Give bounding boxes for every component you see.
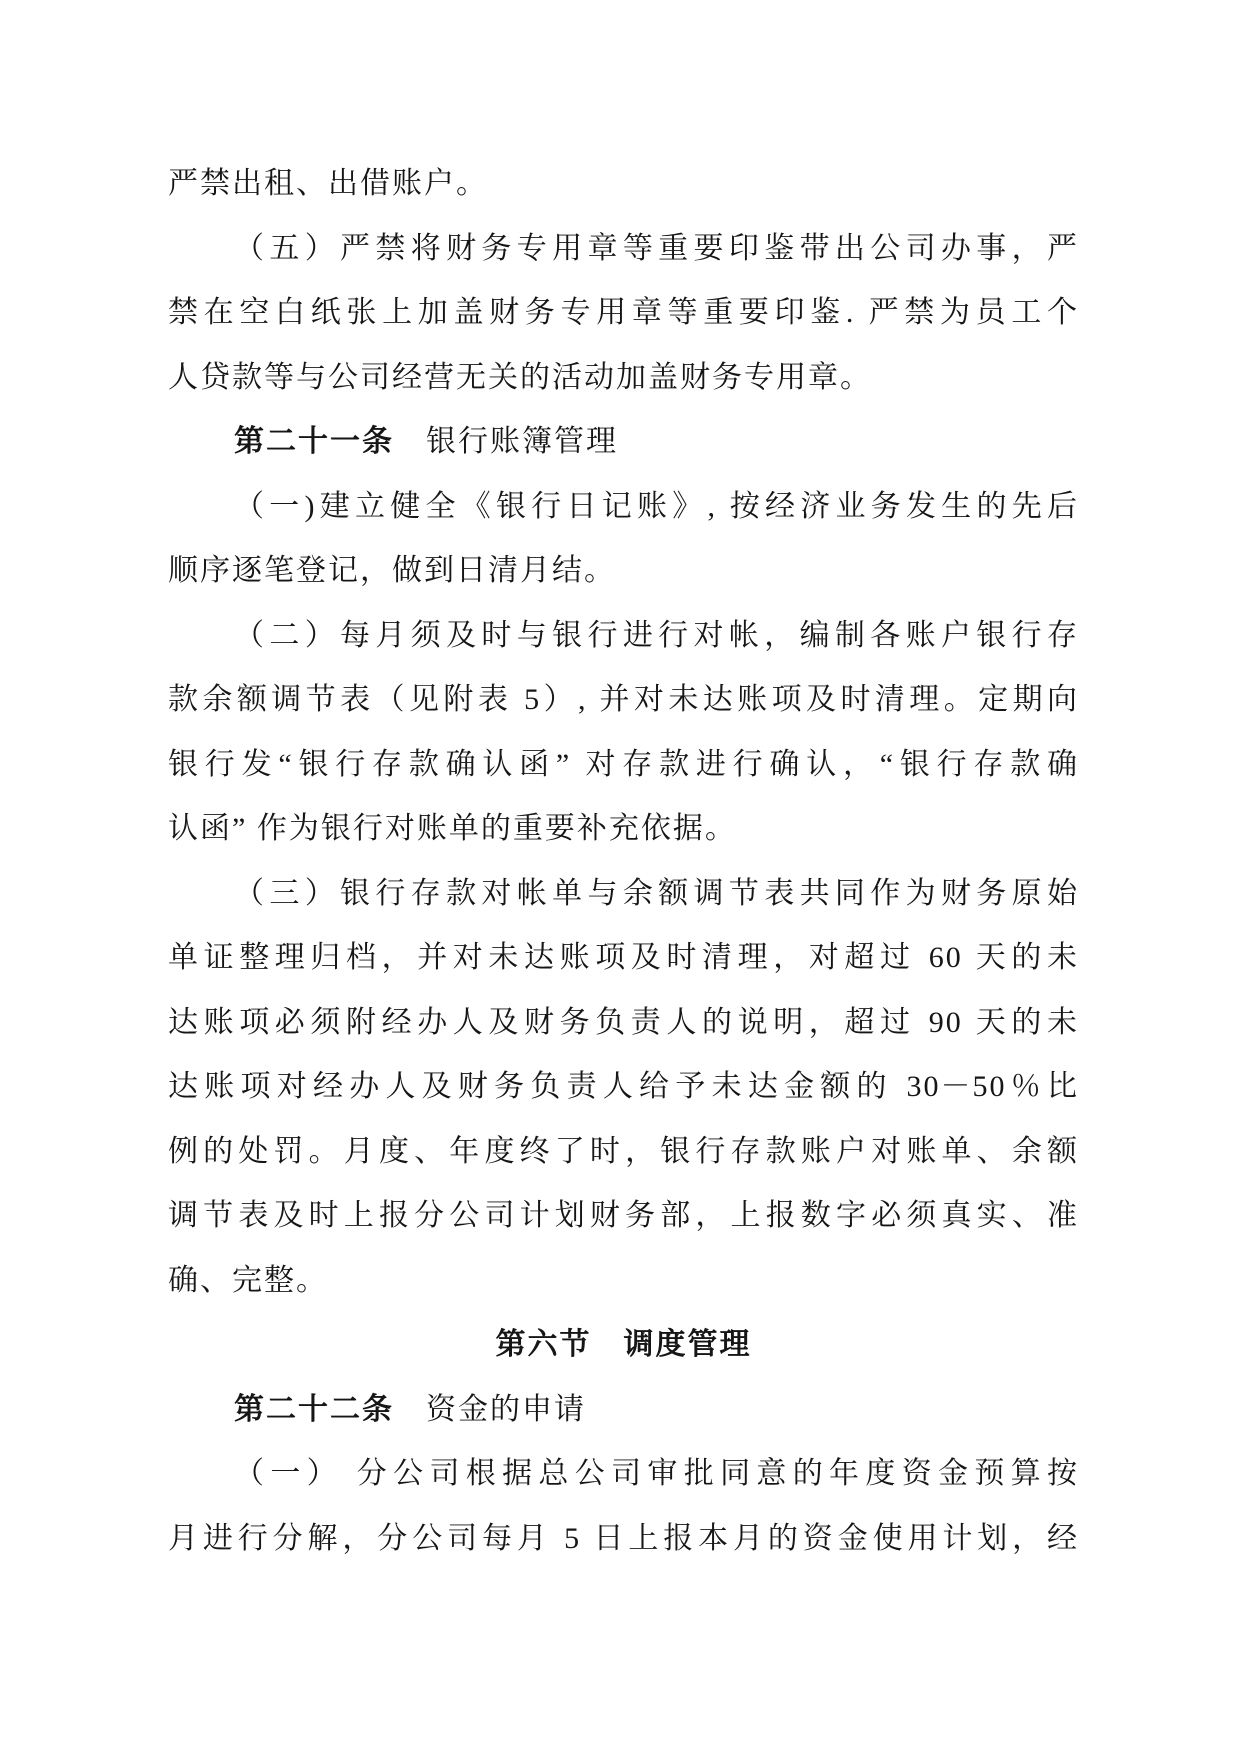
text-line (168, 1120, 1079, 1185)
text-line (168, 668, 1079, 733)
text-line (168, 862, 1079, 927)
text-line (168, 475, 1079, 540)
text-run: 达账项对经办人及财务负责人给予未达金额的 30－50％比 (168, 1070, 1079, 1103)
text-line (168, 152, 1079, 217)
text-run: 顺序逐笔登记，做到日清月结。 (168, 554, 616, 587)
text-run: 认函” 作为银行对账单的重要补充依据。 (168, 812, 737, 845)
bold-text-run: 第二十二条 (234, 1392, 394, 1426)
document-text-block (168, 152, 1079, 1571)
text-line (168, 346, 1079, 411)
article-heading (168, 410, 1079, 475)
bold-text-run: 第二十一条 (234, 425, 394, 458)
text-line (168, 217, 1079, 282)
text-run: 调节表及时上报分公司计划财务部，上报数字必须真实、准 (168, 1199, 1079, 1232)
text-run: 确、完整。 (168, 1263, 328, 1297)
text-line (168, 1249, 1079, 1314)
text-run: 单证整理归档，并对未达账项及时清理，对超过 60 天的未 (168, 941, 1079, 974)
section-heading (168, 1313, 1079, 1378)
text-line (168, 281, 1079, 346)
text-run: 款余额调节表（见附表 5）, 并对未达账项及时清理。定期向 (168, 683, 1079, 716)
text-line (168, 604, 1079, 669)
bold-text-run: 第六节 调度管理 (495, 1328, 752, 1361)
text-run: 例的处罚。月度、年度终了时，银行存款账户对账单、余额 (168, 1134, 1079, 1168)
text-run: 月进行分解，分公司每月 5 日上报本月的资金使用计划，经 (168, 1521, 1079, 1555)
text-run: 严禁出租、出借账户。 (168, 167, 488, 200)
text-run: （三）银行存款对帐单与余额调节表共同作为财务原始 (234, 876, 1079, 910)
text-run: （一） 分公司根据总公司审批同意的年度资金预算按 (234, 1457, 1079, 1490)
text-run: 达账项必须附经办人及财务负责人的说明，超过 90 天的未 (168, 1005, 1079, 1039)
text-line (168, 926, 1079, 991)
article-heading (168, 1378, 1079, 1443)
text-line (168, 539, 1079, 604)
text-run: 资金的申请 (394, 1392, 586, 1426)
text-run: 禁在空白纸张上加盖财务专用章等重要印鉴. 严禁为员工个 (168, 296, 1079, 329)
text-line (168, 1507, 1079, 1572)
text-line (168, 1055, 1079, 1120)
text-run: （二）每月须及时与银行进行对帐，编制各账户银行存 (234, 618, 1079, 652)
text-line (168, 991, 1079, 1056)
text-line (168, 797, 1079, 862)
text-run: 银行账簿管理 (394, 425, 618, 458)
text-run: （五）严禁将财务专用章等重要印鉴带出公司办事，严 (234, 231, 1079, 265)
text-line (168, 1442, 1079, 1507)
text-run: 银行发“银行存款确认函” 对存款进行确认，“银行存款确 (168, 747, 1079, 781)
text-line (168, 733, 1079, 798)
text-run: （一)建立健全《银行日记账》, 按经济业务发生的先后 (234, 489, 1079, 523)
text-run: 人贷款等与公司经营无关的活动加盖财务专用章。 (168, 360, 872, 394)
text-line (168, 1184, 1079, 1249)
